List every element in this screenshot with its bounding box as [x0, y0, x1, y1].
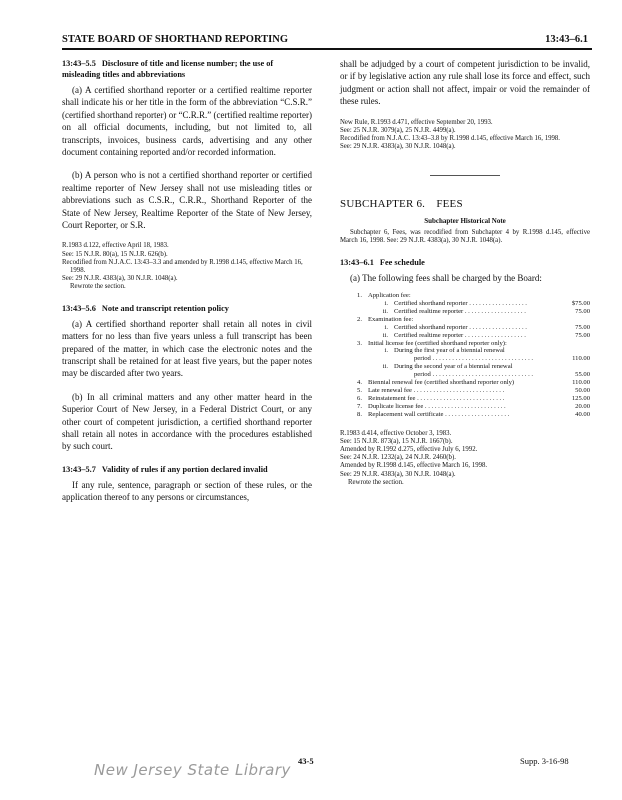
- fee-item: i. During the first year of a biennial renewal: [384, 347, 505, 355]
- fee-item: 6. Reinstatement fee . . . . . . . . . . . . . . . . . . . . . . . . . . . 125.00: [357, 394, 590, 402]
- header-section: 13:43–6.1: [545, 34, 588, 45]
- fee-item: i. Certified shorthand reporter . . . . . . . . . . . . . . . . . . 75.00: [384, 323, 590, 331]
- section-heading-5-6: 13:43–5.6 Note and transcript retention policy: [62, 303, 229, 313]
- page-number: 43-5: [298, 756, 314, 766]
- subchapter-title: SUBCHAPTER 6. FEES: [340, 198, 463, 211]
- running-header: [62, 34, 588, 45]
- historical-note: Subchapter 6, Fees, was recodified from Subchapter 4 by R.1998 d.145, effective March 16, 1998. See: 29 N.J.R. 4383(a), 30 N.J.R. 1048(a).: [340, 229, 590, 245]
- fee-item: 7. Duplicate license fee . . . . . . . . . . . . . . . . . . . . . . . . . 20.00: [357, 402, 590, 410]
- paragraph-5-6-a: (a) A certified shorthand reporter shall retain all notes in civil matters for no less than five years unless a full transcript has been prepared of the matter, in which case the electronic notes and the transcript shall be retained for at least five years, but the paper notes may be discarded after two years.: [62, 318, 312, 379]
- fee-item: 2. Examination fee:: [357, 315, 414, 323]
- fee-item: 1. Application fee:: [357, 292, 411, 300]
- fee-item: ii. Certified realtime reporter . . . . . . . . . . . . . . . . . . . 75.00: [382, 307, 590, 315]
- header-title: STATE BOARD OF SHORTHAND REPORTING: [62, 34, 289, 45]
- paragraph-5-7-continued: shall be adjudged by a court of competent jurisdiction to be invalid, or if by legislative action any rule shall lose its force and effect, such judgment or action shall not affect, impair or void the remainder of these rules.: [340, 59, 590, 107]
- paragraph-5-6-b: (b) In all criminal matters and any other matter heard in the Superior Court of New Jersey, in a Federal District Court, or any other court of competent jurisdiction, a certified shorthand reporter shall retain all notes in accordance with the procedures established by such court.: [62, 391, 312, 452]
- paragraph-5-5-b: (b) A person who is not a certified shorthand reporter or certified realtime reporter of New Jersey shall not use misleading titles or abbreviations such as C.S.R., C.R.R., Shorthand Reporter of the State of New Jersey, Realtime Reporter of the State of New Jersey, Court Reporter, or S.R.: [62, 170, 312, 231]
- section-heading-5-7: 13:43–5.7 Validity of rules if any portion declared invalid: [62, 464, 268, 474]
- fee-item: 3. Initial license fee (certified shorthand reporter only):: [357, 339, 507, 347]
- section-heading-6-1: 13:43–6.1 Fee schedule: [340, 257, 425, 267]
- fee-item: period . . . . . . . . . . . . . . . . . . . . . . . . . . . . . . . 55.00: [414, 371, 590, 379]
- right-column: [340, 58, 590, 487]
- history-5-7: New Rule, R.1993 d.471, effective September 20, 1993. See: 25 N.J.R. 3079(a), 25 N.J.R. 4499(a). Recodified from N.J.A.C. 13:43–3.8 by R.1998 d.145, effective March 16, 1998. See: 29 N.J.R. 4383(a), 30 N.J.R. 1048(a).: [340, 118, 560, 151]
- section-heading-5-5: 13:43–5.5 Disclosure of title and license number; the use of misleading titles and abbreviations: [62, 59, 274, 79]
- fee-item: 4. Biennial renewal fee (certified shorthand reporter only) 110.00: [357, 379, 590, 387]
- fee-item: 5. Late renewal fee . . . . . . . . . . . . . . . . . . . . . . . . . . . . 50.00: [357, 386, 590, 394]
- history-6-1: R.1983 d.414, effective October 3, 1983. See: 15 N.J.R. 873(a), 15 N.J.R. 1667(b). Amended by R.1992 d.275, effective July 6, 1992. See: 24 N.J.R. 1232(a), 24 N.J.R. 2460(b). Amended by R.1998 d.145, effective March 16, 1998. See: 29 N.J.R. 4383(a), 30 N.J.R. 1048(a). Rewrote the section.: [340, 429, 488, 486]
- fee-schedule-list: [340, 292, 590, 419]
- historical-note-title: Subchapter Historical Note: [424, 216, 506, 225]
- supplement-date: Supp. 3-16-98: [520, 756, 569, 766]
- fee-item: ii. During the second year of a biennial renewal: [382, 363, 513, 371]
- fee-item: i. Certified shorthand reporter . . . . . . . . . . . . . . . . . . $75.00: [384, 299, 590, 307]
- fee-item: ii. Certified realtime reporter . . . . . . . . . . . . . . . . . . . 75.00: [382, 331, 590, 339]
- fee-intro: (a) The following fees shall be charged by the Board:: [350, 272, 542, 283]
- fee-item: period . . . . . . . . . . . . . . . . . . . . . . . . . . . . . . . 110.00: [414, 355, 590, 363]
- header-rule: [62, 48, 592, 50]
- left-column: [62, 58, 312, 504]
- divider-rule: [430, 175, 500, 176]
- paragraph-5-5-a: (a) A certified shorthand reporter or a certified realtime reporter shall indicate his or her title in the form of the abbreviation “C.S.R.” (certified shorthand reporter) or “C.R.R.” (certified realtime reporter) on all official documents, including, but not limited to, all transcripts, invoices, business cards, advertising and any other document containing reported and/or recorded information.: [62, 85, 312, 158]
- library-stamp: New Jersey State Library: [94, 761, 291, 779]
- paragraph-5-7: If any rule, sentence, paragraph or section of these rules, or the application thereof to any persons or circumstances,: [62, 479, 312, 503]
- history-5-5: R.1983 d.122, effective April 18, 1983. See: 15 N.J.R. 80(a), 15 N.J.R. 626(b). Recodified from N.J.A.C. 13:43–3.3 and amended by R.1998 d.145, effective March 16, 1998. See: 29 N.J.R. 4383(a), 30 N.J.R. 1048(a). Rewrote the section.: [62, 242, 303, 291]
- fee-item: 8. Replacement wall certificate . . . . . . . . . . . . . . . . . . . . 40.00: [357, 410, 590, 418]
